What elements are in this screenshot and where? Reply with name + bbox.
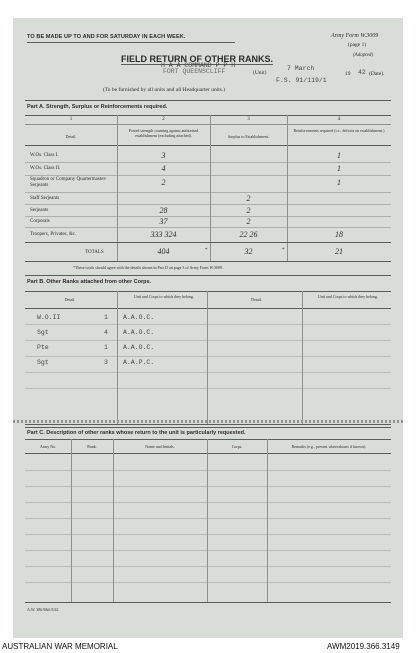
row-detail: Corporals	[30, 219, 50, 224]
part-c-head-remarks: Remarks (e.g., present whereabouts if known).	[291, 444, 367, 449]
totals-star: *	[205, 248, 208, 253]
unit-label: (Unit)	[253, 70, 267, 76]
col-num-rule	[25, 124, 391, 125]
part-c-vline-3	[207, 439, 208, 602]
col-head-rule	[25, 145, 391, 146]
attached-num: 1	[104, 344, 108, 351]
col-num-4: 4	[337, 117, 341, 122]
attached-corps: A.A.P.C.	[123, 359, 155, 366]
part-c-head-rule	[25, 453, 391, 454]
attached-num: 1	[104, 314, 108, 321]
part-c-row-rule-3	[25, 502, 391, 503]
row-reinf: 1	[337, 164, 341, 173]
col-head-posted: Posted strength counting against authorised establishment (excluding attached).	[128, 128, 199, 138]
row-surplus: 2	[246, 206, 251, 215]
part-b-head-unit-1: Unit and Corps to which they belong.	[133, 294, 195, 299]
col-num-2: 2	[162, 117, 165, 122]
totals-reinf: 21	[335, 247, 343, 256]
row-posted: 4	[161, 164, 166, 173]
row-posted: 333 324	[150, 230, 177, 239]
form-paper	[13, 18, 403, 638]
reference-typed: F.S. 91/119/1	[276, 77, 327, 84]
part-b-head-unit-2: Unit and Corps to which they belong.	[317, 294, 379, 299]
attached-num: 3	[104, 359, 108, 366]
totals-star: *	[282, 248, 285, 253]
row-detail: Squadron or Company Quartermaster-Serjeants	[30, 177, 107, 188]
col-num-3: 3	[247, 117, 250, 122]
part-b-head-rule	[25, 308, 391, 309]
part-b-row-rule-4	[25, 372, 391, 373]
row-reinf: 18	[335, 230, 343, 239]
part-b-row-rule-1	[25, 324, 391, 325]
part-c-row-rule-5	[25, 534, 391, 535]
form-title: FIELD RETURN OF OTHER RANKS.	[121, 54, 273, 64]
footer-accession: AWM2019.366.3149	[327, 642, 400, 651]
part-c-row-rule-2	[25, 486, 391, 487]
part-c-row-rule-6	[25, 550, 391, 551]
row-posted: 3	[161, 151, 166, 160]
attached-rank: W.O.II	[37, 314, 61, 321]
part-c-head-name: Name and Initials.	[145, 444, 175, 449]
date-label: (Date).	[369, 71, 385, 77]
part-a-vline-1	[117, 115, 118, 261]
attached-corps: A.A.O.C.	[123, 329, 155, 336]
row-rule-3	[25, 192, 391, 193]
row-rule-2	[25, 175, 391, 176]
part-a-footnote: *These totals should agree with the details shown in Part D on page 3 of Army Form W.3009.	[73, 265, 223, 270]
attached-rank: Pte	[37, 344, 49, 351]
row-surplus: 22 26	[239, 230, 258, 239]
part-a-top-rule	[25, 100, 391, 101]
part-c-row-rule-8	[25, 582, 391, 583]
row-reinf: 1	[337, 151, 341, 160]
part-c-bottom-rule	[25, 602, 391, 603]
row-detail: W.Os. Class I.	[30, 153, 59, 158]
part-c-head-corps: Corps.	[231, 444, 243, 449]
totals-label: TOTALS	[85, 250, 104, 255]
perforation-line	[13, 420, 403, 423]
part-c-row-rule-4	[25, 518, 391, 519]
part-a-bottom-rule	[25, 261, 391, 262]
row-reinf: 1	[337, 178, 341, 187]
part-b-head-detail-1: Detail.	[64, 297, 76, 302]
col-head-detail: Detail.	[65, 134, 77, 139]
part-a-vline-2	[210, 115, 211, 261]
part-b-vline-2	[207, 291, 208, 424]
totals-surplus: 32	[244, 247, 253, 256]
part-b-heading: Part B. Other Ranks attached from other Corps.	[27, 279, 152, 285]
unit-typed: H A A COMMAND P P H	[161, 62, 236, 69]
footer-institution: AUSTRALIAN WAR MEMORIAL	[2, 642, 118, 651]
year-prefix: 19	[345, 71, 351, 77]
part-b-row-rule-5	[25, 388, 391, 389]
part-b-row-rule-3	[25, 356, 391, 357]
part-b-top-rule	[25, 275, 391, 276]
attached-num: 4	[104, 329, 108, 336]
form-number: Army Form W.3009	[331, 33, 379, 39]
furnish-note: (To be furnished by all units and all Headquarter units.)	[103, 87, 226, 93]
row-posted: 2	[161, 178, 166, 187]
attached-corps: A.A.O.C.	[123, 344, 155, 351]
part-c-top-rule	[25, 427, 391, 428]
row-rule-6	[25, 227, 391, 228]
totals-top-rule	[25, 242, 391, 243]
part-b-head-detail-2: Detail.	[251, 297, 262, 302]
row-posted: 28	[159, 206, 168, 215]
part-b-vline-3	[302, 291, 303, 424]
part-b-table-top	[25, 291, 391, 292]
adapted-note: (Adapted)	[353, 53, 373, 58]
row-detail: Troopers, Privates, &c.	[30, 232, 77, 237]
footer-bar	[0, 641, 416, 653]
row-surplus: 2	[246, 217, 251, 226]
part-c-head-army-no: Army No.	[39, 444, 57, 449]
part-a-heading: Part A. Strength, Surplus or Reinforcements required.	[27, 104, 168, 110]
part-b-row-rule-2	[25, 340, 391, 341]
totals-posted: 404	[157, 247, 170, 256]
part-c-row-rule-7	[25, 566, 391, 567]
unit-typed-2: FORT QUEENSCLIFF	[163, 68, 226, 75]
row-surplus: 2	[246, 194, 251, 203]
row-rule-1	[25, 162, 391, 163]
attached-rank: Sgt	[37, 359, 49, 366]
part-c-head-rank: Rank.	[87, 444, 97, 449]
row-posted: 37	[159, 217, 168, 226]
row-rule-4	[25, 204, 391, 205]
row-detail: Serjeants	[30, 208, 49, 213]
attached-rank: Sgt	[37, 329, 49, 336]
part-b-bottom-rule	[25, 424, 391, 425]
banner-text: TO BE MADE UP TO AND FOR SATURDAY IN EACH WEEK.	[27, 34, 186, 40]
year-typed: 42	[358, 69, 366, 76]
part-c-table-top	[25, 439, 391, 440]
col-head-surplus: Surplus to Establishment.	[228, 134, 269, 139]
row-detail: Staff Serjeants	[30, 196, 60, 201]
attached-corps: A.A.O.C.	[123, 314, 155, 321]
col-num-1: 1	[69, 117, 73, 122]
part-a-vline-3	[287, 115, 288, 261]
page-number: (page 1)	[348, 42, 367, 48]
part-b-vline-1	[117, 291, 118, 424]
part-c-heading: Part C. Description of other ranks whose return to the unit is particularly requested.	[27, 430, 246, 436]
part-a-table-top	[25, 115, 391, 116]
part-c-vline-4	[267, 439, 268, 602]
part-c-row-rule-1	[25, 470, 391, 471]
date-typed: 7 March	[287, 65, 315, 72]
part-c-vline-2	[113, 439, 114, 602]
part-c-vline-1	[71, 439, 72, 602]
row-detail: W.Os. Class II.	[30, 166, 61, 171]
banner-underline	[27, 42, 235, 43]
print-code: A.W. 386 9&6 8/42	[27, 607, 59, 612]
col-head-reinf: Reinforcements required (i.e., deficits on establishment.)	[293, 128, 385, 133]
